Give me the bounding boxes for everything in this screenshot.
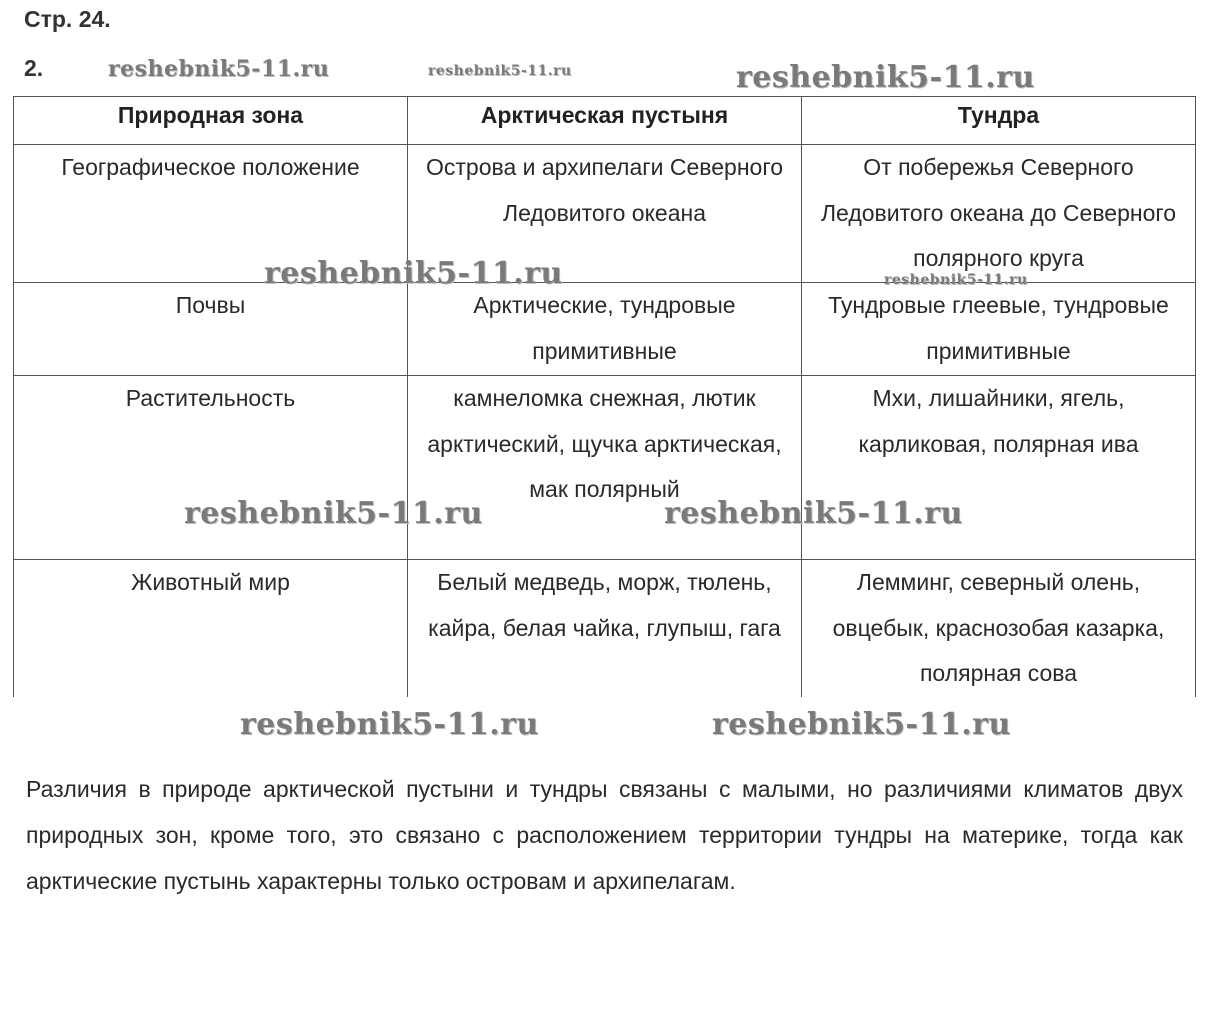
page-reference: Стр. 24. (24, 6, 111, 32)
watermark: reshebnik5-11.ru (736, 60, 1035, 95)
table-row (14, 376, 1196, 560)
natural-zones-table (13, 96, 1196, 697)
tundra-cell: Лемминг, северный олень, овцебык, краснозобая казарка, полярная сова (802, 560, 1196, 697)
watermark: reshebnik5-11.ru (428, 63, 572, 79)
watermark: reshebnik5-11.ru (184, 496, 483, 531)
conclusion-paragraph: Различия в природе арктической пустыни и тундры связаны с малыми, но различиями климатов двух природных зон, кроме того, это связано с расположением территории тундры на материке, тогда как арктические пустынь характерны только островам и архипелагам. (26, 776, 1183, 894)
watermark: reshebnik5-11.ru (884, 272, 1028, 288)
watermark: reshebnik5-11.ru (264, 256, 563, 291)
task-number: 2. (24, 55, 44, 81)
row-label: Животный мир (14, 560, 408, 697)
arctic-cell: Острова и архипелаги Северного Ледовитого океана (408, 145, 802, 283)
tundra-cell: Тундровые глеевые, тундровые примитивные (802, 283, 1196, 376)
watermark: reshebnik5-11.ru (664, 496, 963, 531)
row-label: Географическое положение (14, 145, 408, 283)
arctic-cell: камнеломка снежная, лютик арктический, щучка арктическая, мак полярный (408, 376, 802, 560)
watermark: reshebnik5-11.ru (712, 707, 1011, 742)
watermark: reshebnik5-11.ru (240, 707, 539, 742)
tundra-cell: От побережья Северного Ледовитого океана до Северного полярного круга (802, 145, 1196, 283)
header-zone: Природная зона (14, 97, 408, 145)
header-tundra: Тундра (802, 97, 1196, 145)
watermark: reshebnik5-11.ru (108, 56, 330, 82)
table-row (14, 560, 1196, 697)
tundra-cell: Мхи, лишайники, ягель, карликовая, полярная ива (802, 376, 1196, 560)
header-arctic-desert: Арктическая пустыня (408, 97, 802, 145)
table-header-row (14, 97, 1196, 145)
row-label: Почвы (14, 283, 408, 376)
arctic-cell: Арктические, тундровые примитивные (408, 283, 802, 376)
table-row (14, 145, 1196, 283)
row-label: Растительность (14, 376, 408, 560)
table-row (14, 283, 1196, 376)
arctic-cell: Белый медведь, морж, тюлень, кайра, белая чайка, глупыш, гага (408, 560, 802, 697)
